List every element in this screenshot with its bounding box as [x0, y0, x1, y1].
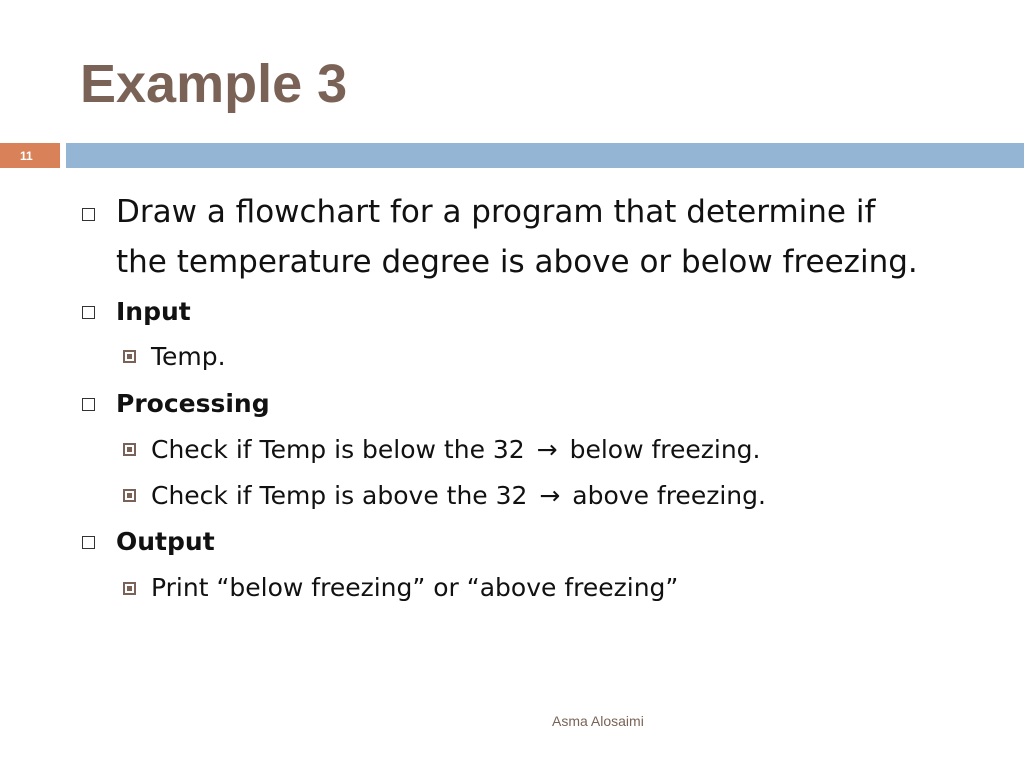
right-arrow-icon: →	[539, 481, 561, 510]
right-arrow-icon: →	[536, 435, 558, 464]
bullet-box-icon	[82, 208, 95, 221]
sub-bullet-icon	[123, 489, 136, 502]
input-item: Temp.	[151, 342, 226, 371]
title-divider-bar	[66, 143, 1024, 168]
processing-item-1	[151, 435, 760, 465]
processing-item-2	[151, 481, 766, 511]
processing-item-2-condition: Check if Temp is above the 32	[151, 481, 528, 510]
processing-item-1-result: below freezing.	[569, 435, 761, 464]
slide-title: Example 3	[80, 54, 348, 114]
processing-label: Processing	[116, 389, 270, 418]
bullet-box-icon	[82, 398, 95, 411]
bullet-box-icon	[82, 536, 95, 549]
intro-text-line-1: Draw a flowchart for a program that determine if	[116, 194, 876, 230]
slide-number: 11	[20, 149, 33, 163]
footer-author: Asma Alosaimi	[552, 713, 644, 729]
processing-item-1-condition: Check if Temp is below the 32	[151, 435, 525, 464]
input-label: Input	[116, 297, 191, 326]
bullet-box-icon	[82, 306, 95, 319]
sub-bullet-icon	[123, 443, 136, 456]
sub-bullet-icon	[123, 582, 136, 595]
sub-bullet-icon	[123, 350, 136, 363]
output-label: Output	[116, 527, 215, 556]
intro-text-line-2: the temperature degree is above or below freezing.	[116, 244, 918, 280]
output-item: Print “below freezing” or “above freezing”	[151, 573, 679, 602]
processing-item-2-result: above freezing.	[572, 481, 766, 510]
